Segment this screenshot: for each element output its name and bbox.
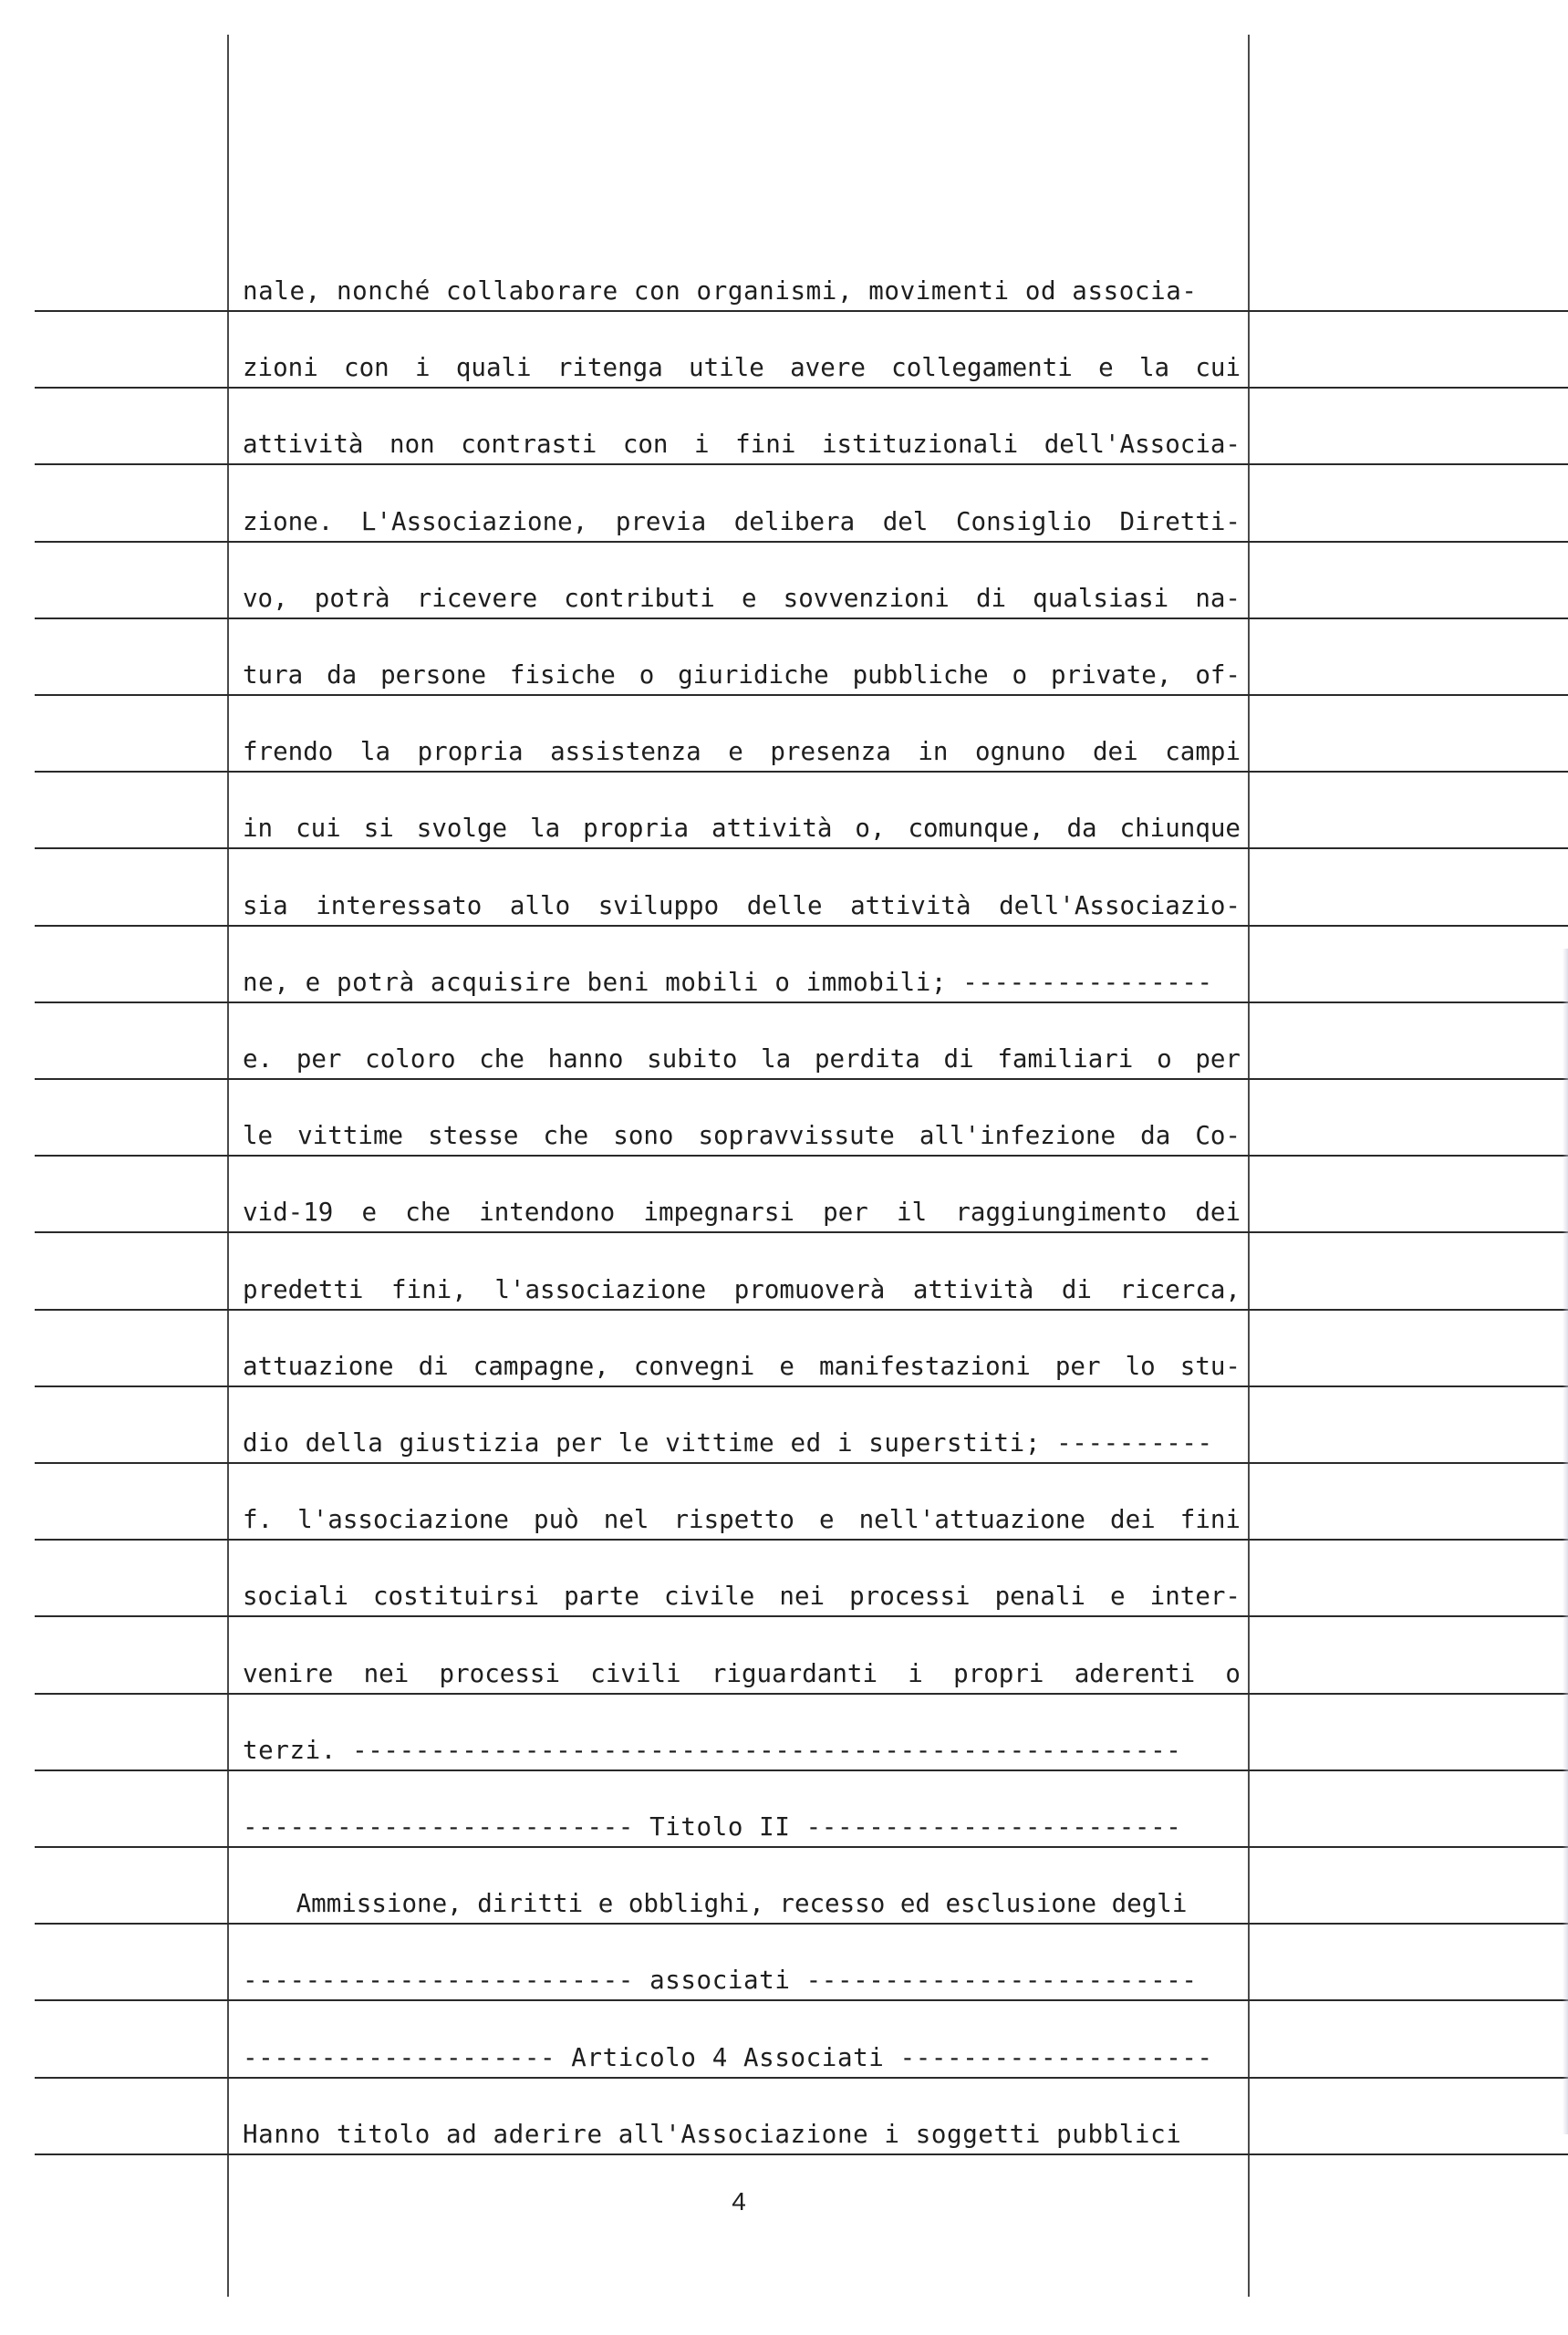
text-line: sociali costituirsi parte civile nei processi penali e inter-	[243, 1582, 1241, 1611]
right-margin-line	[1248, 35, 1250, 2297]
ruled-line	[35, 1155, 1568, 1157]
text-line: tura da persone fisiche o giuridiche pubbliche o private, of-	[243, 660, 1241, 690]
text-line: sia interessato allo sviluppo delle attività dell'Associazio-	[243, 891, 1241, 920]
ruled-line	[35, 1769, 1568, 1771]
ruled-line	[35, 1309, 1568, 1311]
ruled-line	[35, 1385, 1568, 1387]
text-line: -------------------- Articolo 4 Associati --------------------	[243, 2043, 1213, 2072]
ruled-line	[35, 2077, 1568, 2079]
text-line: zioni con i quali ritenga utile avere collegamenti e la cui	[243, 353, 1241, 382]
text-line: venire nei processi civili riguardanti i propri aderenti o	[243, 1659, 1241, 1688]
ruled-line	[35, 617, 1568, 619]
ruled-line	[35, 463, 1568, 465]
ruled-line	[35, 694, 1568, 696]
text-line: nale, nonché collaborare con organismi, movimenti od associa-	[243, 276, 1198, 306]
text-line: predetti fini, l'associazione promuoverà attività di ricerca,	[243, 1275, 1241, 1304]
text-line: ------------------------- associati -------------------------	[243, 1966, 1198, 1995]
ruled-line	[35, 771, 1568, 773]
text-line: f. l'associazione può nel rispetto e nell'attuazione dei fini	[243, 1505, 1241, 1534]
ruled-line	[35, 1462, 1568, 1464]
ruled-line	[35, 847, 1568, 849]
text-line: vid-19 e che intendono impegnarsi per il raggiungimento dei	[243, 1198, 1241, 1227]
text-line: dio della giustizia per le vittime ed i superstiti; ----------	[243, 1428, 1213, 1458]
text-line: vo, potrà ricevere contributi e sovvenzioni di qualsiasi na-	[243, 584, 1241, 613]
ruled-line	[35, 1231, 1568, 1233]
text-line: le vittime stesse che sono sopravvissute all'infezione da Co-	[243, 1121, 1241, 1150]
ruled-line	[35, 1615, 1568, 1617]
text-line: attuazione di campagne, convegni e manifestazioni per lo stu-	[243, 1352, 1241, 1381]
text-line: frendo la propria assistenza e presenza in ognuno dei campi	[243, 737, 1241, 766]
ruled-line	[35, 1923, 1568, 1925]
ruled-line	[35, 1693, 1568, 1695]
scan-edge-shadow	[1563, 949, 1568, 2134]
ruled-line	[35, 1539, 1568, 1541]
ruled-line	[35, 387, 1568, 389]
page-number: 4	[732, 2187, 746, 2216]
text-line: in cui si svolge la propria attività o, comunque, da chiunque	[243, 814, 1241, 843]
text-line: e. per coloro che hanno subito la perdita di familiari o per	[243, 1044, 1241, 1074]
ruled-line	[35, 1846, 1568, 1848]
text-line: Hanno titolo ad aderire all'Associazione i soggetti pubblici	[243, 2120, 1182, 2149]
text-line: attività non contrasti con i fini istituzionali dell'Associa-	[243, 430, 1241, 459]
left-margin-line	[227, 35, 229, 2297]
text-line: Ammissione, diritti e obblighi, recesso ed esclusione degli	[296, 1889, 1188, 1918]
ruled-line	[35, 2153, 1568, 2155]
text-line: terzi. -----------------------------------------------------	[243, 1736, 1182, 1765]
text-line: ------------------------- Titolo II ------------------------	[243, 1812, 1182, 1842]
ruled-line	[35, 1001, 1568, 1003]
text-line: zione. L'Associazione, previa delibera del Consiglio Diretti-	[243, 507, 1241, 536]
text-line: ne, e potrà acquisire beni mobili o immobili; ----------------	[243, 968, 1213, 997]
ruled-line	[35, 310, 1568, 312]
ruled-line	[35, 1999, 1568, 2001]
ruled-line	[35, 925, 1568, 927]
ruled-line	[35, 541, 1568, 543]
ruled-line	[35, 1078, 1568, 1080]
